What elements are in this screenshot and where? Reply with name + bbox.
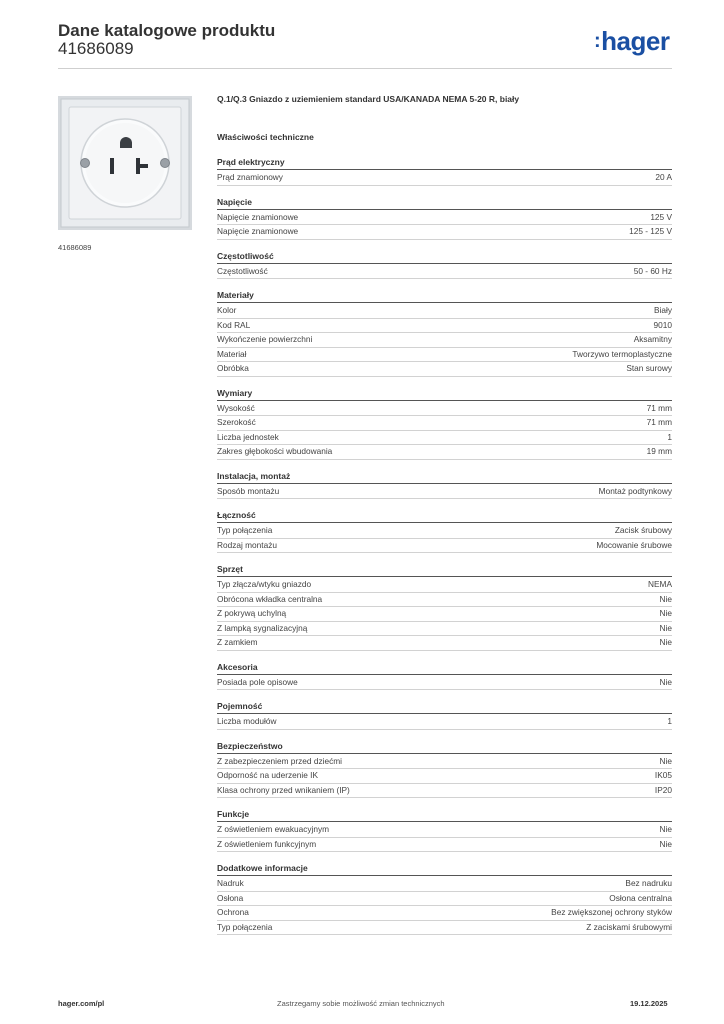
spec-sections (217, 156, 672, 935)
spec-row (217, 906, 672, 921)
spec-label: Nadruk (217, 878, 244, 888)
spec-row (217, 784, 672, 799)
spec-section (217, 387, 672, 460)
spec-row (217, 593, 672, 608)
section-title: Wymiary (217, 387, 672, 401)
spec-section (217, 740, 672, 799)
spec-label: Typ połączenia (217, 525, 273, 535)
spec-value: Nie (659, 755, 672, 766)
footer-website[interactable]: hager.com/pl (58, 999, 105, 1008)
spec-row (217, 921, 672, 936)
spec-row (217, 539, 672, 554)
spec-value: IP20 (654, 784, 672, 795)
product-image (58, 96, 192, 230)
spec-value: Nie (659, 676, 672, 687)
section-title: Dodatkowe informacje (217, 862, 672, 876)
spec-label: Typ połączenia (217, 921, 273, 932)
spec-label: Osłona (217, 892, 244, 903)
spec-label: Z pokrywą uchylną (217, 608, 287, 618)
section-title: Prąd elektryczny (217, 156, 672, 170)
footer-date: 19.12.2025 (630, 999, 668, 1008)
spec-label: Ochrona (217, 907, 249, 917)
spec-section (217, 156, 672, 186)
spec-row (217, 607, 672, 622)
spec-label: Rodzaj montażu (217, 539, 277, 550)
spec-row (217, 877, 672, 892)
spec-label: Kod RAL (217, 319, 251, 330)
spec-row (217, 319, 672, 334)
spec-row (217, 348, 672, 363)
spec-value: Nie (659, 838, 672, 849)
spec-value: Biały (654, 305, 672, 315)
spec-label: Zakres głębokości wbudowania (217, 446, 333, 456)
spec-label: Z oświetleniem funkcyjnym (217, 838, 317, 849)
spec-label: Sposób montażu (217, 485, 280, 496)
spec-value: 125 V (650, 211, 672, 222)
spec-row (217, 211, 672, 226)
spec-row (217, 265, 672, 280)
spec-value: Montaż podtynkowy (598, 485, 672, 496)
spec-value: 20 A (655, 172, 672, 182)
spec-label: Typ złącza/wtyku gniazdo (217, 579, 312, 589)
spec-label: Częstotliwość (217, 265, 268, 276)
section-title: Sprzęt (217, 563, 672, 577)
spec-label: Szerokość (217, 417, 256, 427)
spec-content (217, 94, 672, 945)
spec-row (217, 171, 672, 186)
spec-label: Prąd znamionowy (217, 172, 283, 182)
spec-section (217, 509, 672, 553)
spec-value: 71 mm (646, 402, 672, 413)
spec-label: Wysokość (217, 402, 255, 413)
spec-label: Posiada pole opisowe (217, 676, 298, 687)
section-title: Bezpieczeństwo (217, 740, 672, 754)
spec-section (217, 808, 672, 852)
hager-logo[interactable] (594, 28, 669, 54)
tech-heading: Właściwości techniczne (217, 132, 314, 142)
spec-value: Nie (659, 824, 672, 834)
spec-value: Nie (659, 593, 672, 604)
spec-label: Liczba modułów (217, 716, 277, 726)
spec-value: 50 - 60 Hz (633, 265, 672, 276)
spec-label: Z oświetleniem ewakuacyjnym (217, 824, 330, 834)
section-title: Pojemność (217, 700, 672, 714)
spec-section (217, 289, 672, 377)
spec-section (217, 250, 672, 280)
spec-row (217, 485, 672, 500)
header-divider (58, 68, 672, 69)
spec-label: Z zamkiem (217, 637, 258, 647)
spec-label: Napięcie znamionowe (217, 211, 299, 222)
spec-row (217, 416, 672, 431)
section-title: Materiały (217, 289, 672, 303)
page-title: Dane katalogowe produktu (58, 21, 276, 40)
logo-dots: : (594, 30, 601, 52)
product-title: Q.1/Q.3 Gniazdo z uziemieniem standard USA/KANADA NEMA 5-20 R, biały (217, 94, 520, 104)
spec-row (217, 225, 672, 240)
spec-row (217, 892, 672, 907)
image-caption: 41686089 (58, 243, 92, 252)
spec-value: Osłona centralna (609, 892, 672, 903)
spec-section (217, 196, 672, 240)
spec-value: 71 mm (646, 417, 672, 427)
spec-label: Wykończenie powierzchni (217, 334, 313, 344)
spec-label: Z zabezpieczeniem przed dziećmi (217, 755, 342, 766)
spec-section (217, 470, 672, 500)
spec-value: 19 mm (646, 446, 672, 456)
spec-section (217, 862, 672, 935)
spec-section (217, 661, 672, 691)
spec-row (217, 622, 672, 637)
spec-label: Liczba jednostek (217, 431, 279, 442)
spec-row (217, 823, 672, 838)
spec-value: 1 (667, 716, 672, 726)
logo-text: hager (601, 26, 670, 56)
spec-value: Bez nadruku (625, 878, 672, 888)
spec-value: Aksamitny (633, 334, 672, 344)
spec-row (217, 838, 672, 853)
spec-label: Napięcie znamionowe (217, 226, 299, 236)
spec-value: 125 - 125 V (629, 226, 672, 236)
spec-row (217, 362, 672, 377)
spec-value: Bez zwiększonej ochrony styków (551, 907, 672, 917)
spec-row (217, 304, 672, 319)
spec-row (217, 445, 672, 460)
spec-value: Z zaciskami śrubowymi (586, 921, 672, 932)
spec-value: Nie (659, 637, 672, 647)
spec-label: Obróbka (217, 363, 249, 373)
section-title: Łączność (217, 509, 672, 523)
section-title: Częstotliwość (217, 250, 672, 264)
spec-row (217, 402, 672, 417)
spec-value: NEMA (648, 579, 672, 589)
product-code: 41686089 (58, 39, 134, 58)
section-title: Instalacja, montaż (217, 470, 672, 484)
spec-label: Kolor (217, 305, 237, 315)
spec-section (217, 700, 672, 730)
section-title: Funkcje (217, 808, 672, 822)
spec-label: Materiał (217, 348, 247, 359)
spec-row (217, 578, 672, 593)
spec-label: Odporność na uderzenie IK (217, 770, 319, 780)
spec-label: Z lampką sygnalizacyjną (217, 622, 308, 633)
spec-value: Nie (659, 622, 672, 633)
spec-row (217, 333, 672, 348)
spec-section (217, 563, 672, 651)
footer-disclaimer: Zastrzegamy sobie możliwość zmian technicznych (277, 999, 445, 1008)
spec-row (217, 676, 672, 691)
spec-value: Mocowanie śrubowe (596, 539, 672, 550)
spec-row (217, 431, 672, 446)
spec-row (217, 636, 672, 651)
spec-row (217, 715, 672, 730)
spec-value: 1 (667, 431, 672, 442)
spec-label: Klasa ochrony przed wnikaniem (IP) (217, 784, 350, 795)
spec-label: Obrócona wkładka centralna (217, 593, 323, 604)
spec-value: Tworzywo termoplastyczne (572, 348, 672, 359)
spec-value: Nie (659, 608, 672, 618)
spec-value: IK05 (654, 770, 672, 780)
spec-value: 9010 (653, 319, 672, 330)
spec-value: Stan surowy (626, 363, 672, 373)
spec-row (217, 524, 672, 539)
spec-row (217, 755, 672, 770)
spec-row (217, 769, 672, 784)
section-title: Napięcie (217, 196, 672, 210)
spec-value: Zacisk śrubowy (614, 525, 672, 535)
section-title: Akcesoria (217, 661, 672, 675)
